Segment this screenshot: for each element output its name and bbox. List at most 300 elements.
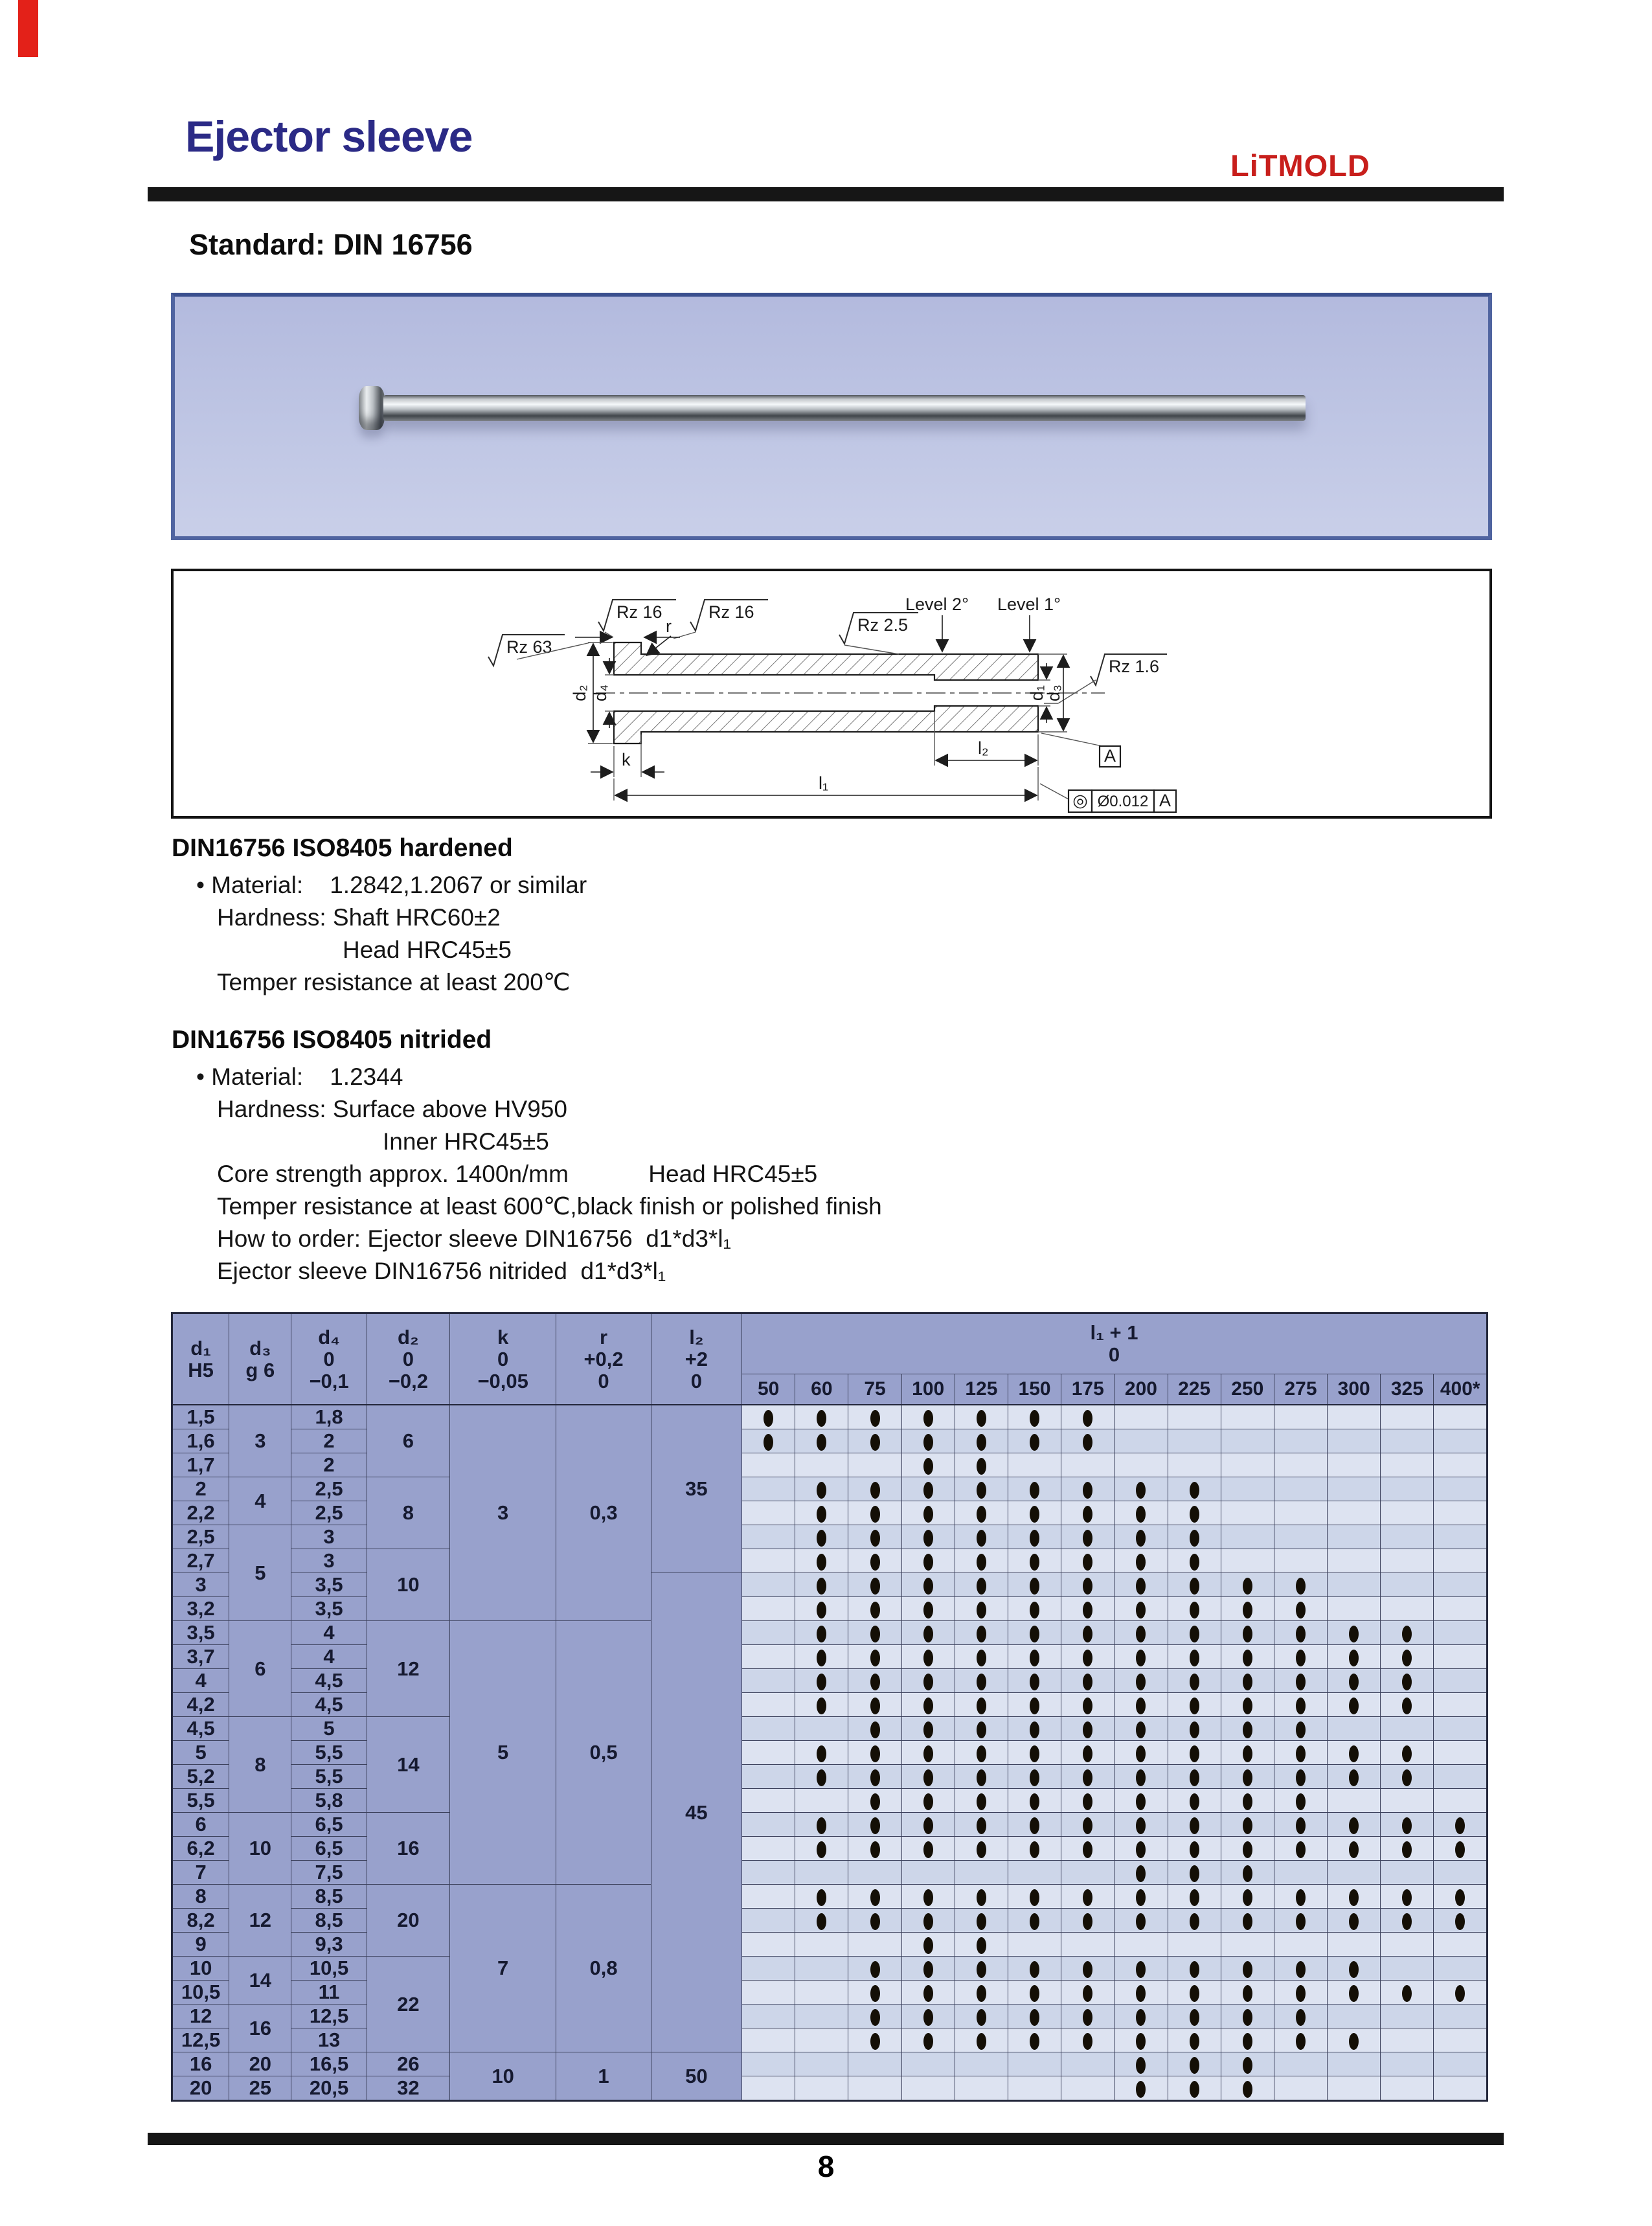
length-cell: [955, 1645, 1008, 1669]
availability-dot: [870, 1769, 880, 1786]
length-cell: [1434, 1645, 1488, 1669]
length-cell: [1434, 1957, 1488, 1981]
spec-line: • Material: 1.2344: [196, 1063, 403, 1090]
column-header-d2: d₂ 0 −0,2: [367, 1313, 449, 1405]
availability-dot: [1349, 1841, 1359, 1858]
length-cell: [1434, 1837, 1488, 1861]
availability-dot: [1296, 1841, 1306, 1858]
availability-dot: [1243, 1889, 1252, 1906]
availability-dot: [1136, 1841, 1146, 1858]
availability-dot: [1190, 1530, 1199, 1547]
spec-line: Core strength approx. 1400n/mm Head HRC45±5: [217, 1161, 818, 1187]
length-cell: [1008, 1981, 1061, 2005]
length-cell: [1328, 2028, 1381, 2052]
length-cell: [1168, 1741, 1221, 1765]
availability-dot: [1083, 1434, 1092, 1451]
length-cell: [1115, 1789, 1168, 1813]
length-cell: [955, 1861, 1008, 1885]
availability-dot: [1402, 1650, 1412, 1666]
length-cell: [1434, 1981, 1488, 2005]
length-cell: [1115, 1429, 1168, 1453]
availability-dot: [1190, 1817, 1199, 1834]
cell-k: 5: [449, 1621, 556, 1885]
svg-text:Rz 16: Rz 16: [617, 602, 662, 622]
column-header-d1: d₁ H5: [172, 1313, 229, 1405]
length-cell: [1061, 1861, 1115, 1885]
availability-dot: [870, 1913, 880, 1930]
length-cell: [1221, 1525, 1274, 1549]
length-cell: [901, 1525, 955, 1549]
length-cell: [795, 1429, 848, 1453]
length-cell: [1328, 1549, 1381, 1573]
length-cell: [1434, 1429, 1488, 1453]
length-cell: [1328, 1909, 1381, 1933]
availability-dot: [1083, 1674, 1092, 1690]
length-cell: [1221, 1885, 1274, 1909]
length-cell: [1115, 1909, 1168, 1933]
length-cell: [1168, 1573, 1221, 1597]
length-cell: [955, 1549, 1008, 1573]
availability-dot: [1296, 1721, 1306, 1738]
availability-dot: [1030, 1530, 1039, 1547]
spec-line: Temper resistance at least 600℃,black finish or polished finish: [217, 1193, 882, 1220]
length-cell: [1008, 1693, 1061, 1717]
length-cell: [742, 1597, 795, 1621]
length-cell: [955, 1885, 1008, 1909]
length-cell: [1274, 1981, 1327, 2005]
availability-dot: [1136, 1889, 1146, 1906]
availability-dot: [923, 1674, 933, 1690]
table-row-d1-2,7: [172, 1549, 1488, 1573]
cell-d3: 5: [229, 1525, 291, 1621]
cell-d4: 6,5: [291, 1837, 367, 1861]
cell-d1: 2,7: [172, 1549, 229, 1573]
availability-dot: [1243, 2057, 1252, 2074]
length-cell: [955, 2028, 1008, 2052]
availability-dot: [977, 1985, 986, 2002]
length-cell: [795, 1957, 848, 1981]
length-cell: [955, 1837, 1008, 1861]
availability-dot: [870, 1434, 880, 1451]
cell-d1: 1,7: [172, 1453, 229, 1477]
length-cell: [848, 1813, 901, 1837]
availability-dot: [1402, 1698, 1412, 1714]
length-cell: [1008, 1573, 1061, 1597]
availability-dot: [1083, 1745, 1092, 1762]
length-cell: [795, 1861, 848, 1885]
availability-dot: [1083, 1985, 1092, 2002]
column-header-d4: d₄ 0 −0,1: [291, 1313, 367, 1405]
availability-dot: [1402, 1745, 1412, 1762]
cell-d3: 8: [229, 1717, 291, 1813]
length-cell: [901, 1597, 955, 1621]
length-cell: [742, 2005, 795, 2028]
availability-dot: [1136, 1626, 1146, 1642]
svg-text:l₁: l₁: [819, 773, 829, 793]
availability-dot: [870, 1482, 880, 1499]
cell-r: 0,3: [556, 1405, 651, 1621]
length-cell: [1061, 2076, 1115, 2101]
availability-dot: [1190, 1602, 1199, 1618]
length-cell: [795, 1453, 848, 1477]
cell-d1: 7: [172, 1861, 229, 1885]
length-cell: [1008, 1525, 1061, 1549]
availability-dot: [977, 1506, 986, 1523]
length-cell: [1061, 1453, 1115, 1477]
length-cell: [1168, 1525, 1221, 1549]
availability-dot: [817, 1506, 826, 1523]
cell-d1: 12: [172, 2005, 229, 2028]
availability-dot: [977, 2033, 986, 2050]
length-cell: [901, 1549, 955, 1573]
availability-dot: [1083, 1769, 1092, 1786]
length-cell: [795, 1909, 848, 1933]
cell-d4: 1,8: [291, 1405, 367, 1429]
length-cell: [742, 1981, 795, 2005]
availability-dot: [1296, 1698, 1306, 1714]
column-header-l1-plus-1: l₁ + 1 0: [742, 1313, 1488, 1374]
availability-dot: [1402, 1769, 1412, 1786]
svg-text:Rz 63: Rz 63: [506, 637, 552, 657]
length-cell: [848, 1885, 901, 1909]
length-cell: [1008, 1813, 1061, 1837]
dimension-table-wrap: [171, 1312, 1488, 2102]
availability-dot: [923, 1817, 933, 1834]
length-header-300: 300: [1328, 1374, 1381, 1405]
availability-dot: [817, 1889, 826, 1906]
length-cell: [1328, 1525, 1381, 1549]
availability-dot: [870, 1410, 880, 1427]
availability-dot: [817, 1674, 826, 1690]
length-cell: [955, 1669, 1008, 1693]
cell-d2: 14: [367, 1717, 449, 1813]
length-cell: [795, 1813, 848, 1837]
page-number: 8: [817, 2150, 835, 2183]
availability-dot: [1190, 1985, 1199, 2002]
length-cell: [1168, 1429, 1221, 1453]
availability-dot: [817, 1626, 826, 1642]
length-cell: [1274, 1789, 1327, 1813]
availability-dot: [923, 1698, 933, 1714]
cell-d4: 3,5: [291, 1573, 367, 1597]
length-cell: [1115, 1837, 1168, 1861]
svg-text:l₂: l₂: [978, 738, 989, 758]
availability-dot: [870, 1506, 880, 1523]
length-cell: [901, 1621, 955, 1645]
cell-d1: 5,5: [172, 1789, 229, 1813]
header-rule: [148, 187, 1504, 201]
red-corner-mark: [18, 0, 38, 57]
cell-d4: 5,8: [291, 1789, 367, 1813]
length-cell: [1381, 1453, 1434, 1477]
availability-dot: [870, 1793, 880, 1810]
availability-dot: [923, 1434, 933, 1451]
length-cell: [1008, 1957, 1061, 1981]
cell-d4: 4,5: [291, 1669, 367, 1693]
availability-dot: [1083, 1889, 1092, 1906]
availability-dot: [817, 1434, 826, 1451]
length-cell: [955, 1429, 1008, 1453]
availability-dot: [1349, 1626, 1359, 1642]
cell-d4: 3: [291, 1525, 367, 1549]
length-cell: [742, 1453, 795, 1477]
length-cell: [1434, 1525, 1488, 1549]
availability-dot: [1402, 1841, 1412, 1858]
cell-d3: 25: [229, 2076, 291, 2101]
availability-dot: [923, 1458, 933, 1475]
length-cell: [1168, 1597, 1221, 1621]
length-cell: [955, 1717, 1008, 1741]
availability-dot: [1402, 1913, 1412, 1930]
availability-dot: [1296, 1793, 1306, 1810]
length-cell: [848, 1933, 901, 1957]
length-cell: [848, 1405, 901, 1429]
length-cell: [1274, 1813, 1327, 1837]
availability-dot: [977, 1602, 986, 1618]
length-cell: [742, 1765, 795, 1789]
length-cell: [1061, 1717, 1115, 1741]
length-cell: [1328, 1645, 1381, 1669]
length-cell: [1274, 1525, 1327, 1549]
availability-dot: [1083, 1817, 1092, 1834]
svg-text:k: k: [622, 750, 631, 769]
ejector-sleeve-shaft-photo: [383, 395, 1306, 421]
table-row-d1-1,5: [172, 1405, 1488, 1429]
length-cell: [901, 1573, 955, 1597]
length-cell: [1061, 1765, 1115, 1789]
cell-d3: 6: [229, 1621, 291, 1717]
length-cell: [1274, 1933, 1327, 1957]
length-cell: [1115, 1405, 1168, 1429]
table-row-d1-8: [172, 1885, 1488, 1909]
length-cell: [1061, 1549, 1115, 1573]
svg-text:A: A: [1159, 791, 1171, 810]
availability-dot: [1083, 1626, 1092, 1642]
availability-dot: [817, 1482, 826, 1499]
length-cell: [955, 1789, 1008, 1813]
length-cell: [1381, 1501, 1434, 1525]
length-cell: [955, 1405, 1008, 1429]
length-cell: [1061, 1981, 1115, 2005]
length-cell: [1434, 1789, 1488, 1813]
length-cell: [848, 2005, 901, 2028]
availability-dot: [977, 1698, 986, 1714]
length-cell: [901, 1405, 955, 1429]
availability-dot: [1190, 1769, 1199, 1786]
availability-dot: [977, 1841, 986, 1858]
availability-dot: [1083, 1961, 1092, 1978]
length-cell: [1168, 2076, 1221, 2101]
cell-d4: 4,5: [291, 1693, 367, 1717]
length-cell: [1168, 1981, 1221, 2005]
length-cell: [901, 1837, 955, 1861]
availability-dot: [1296, 1913, 1306, 1930]
length-cell: [1381, 1597, 1434, 1621]
availability-dot: [1243, 2081, 1252, 2098]
length-cell: [901, 1717, 955, 1741]
length-cell: [1381, 1789, 1434, 1813]
table-row-d1-4,5: [172, 1717, 1488, 1741]
length-cell: [1434, 1861, 1488, 1885]
length-cell: [1061, 1429, 1115, 1453]
availability-dot: [870, 1578, 880, 1595]
svg-text:d₂: d₂: [570, 685, 589, 701]
cell-d4: 7,5: [291, 1861, 367, 1885]
availability-dot: [1349, 2033, 1359, 2050]
length-header-150: 150: [1008, 1374, 1061, 1405]
availability-dot: [870, 1721, 880, 1738]
cell-d1: 5: [172, 1741, 229, 1765]
length-cell: [955, 2052, 1008, 2076]
availability-dot: [1136, 1674, 1146, 1690]
length-cell: [848, 1597, 901, 1621]
length-cell: [1061, 1573, 1115, 1597]
length-cell: [1008, 1429, 1061, 1453]
cell-d2: 16: [367, 1813, 449, 1885]
length-header-225: 225: [1168, 1374, 1221, 1405]
availability-dot: [1243, 1961, 1252, 1978]
length-cell: [1168, 1813, 1221, 1837]
length-cell: [1061, 1669, 1115, 1693]
availability-dot: [1136, 1985, 1146, 2002]
availability-dot: [923, 1841, 933, 1858]
length-cell: [742, 1501, 795, 1525]
availability-dot: [1455, 1985, 1465, 2002]
length-cell: [742, 1861, 795, 1885]
length-cell: [795, 2005, 848, 2028]
availability-dot: [1136, 1482, 1146, 1499]
length-cell: [1115, 1813, 1168, 1837]
length-cell: [1274, 2052, 1327, 2076]
length-cell: [1061, 1477, 1115, 1501]
length-cell: [742, 1957, 795, 1981]
cell-d1: 8,2: [172, 1909, 229, 1933]
length-cell: [742, 1909, 795, 1933]
spec-line: Head HRC45±5: [343, 937, 512, 963]
availability-dot: [1190, 1506, 1199, 1523]
length-cell: [1008, 1405, 1061, 1429]
length-cell: [1008, 1789, 1061, 1813]
length-cell: [1061, 1693, 1115, 1717]
length-cell: [1168, 1645, 1221, 1669]
length-cell: [1168, 1765, 1221, 1789]
length-cell: [1168, 1861, 1221, 1885]
availability-dot: [1030, 1745, 1039, 1762]
length-header-275: 275: [1274, 1374, 1327, 1405]
availability-dot: [977, 1889, 986, 1906]
availability-dot: [1136, 1817, 1146, 1834]
cell-d1: 4,2: [172, 1693, 229, 1717]
length-cell: [1008, 1837, 1061, 1861]
length-cell: [955, 1813, 1008, 1837]
availability-dot: [1030, 1721, 1039, 1738]
length-cell: [901, 2076, 955, 2101]
spec-line: Ejector sleeve DIN16756 nitrided d1*d3*l₁: [217, 1258, 666, 1284]
length-cell: [955, 1573, 1008, 1597]
availability-dot: [1083, 1410, 1092, 1427]
length-header-325: 325: [1381, 1374, 1434, 1405]
availability-dot: [977, 1913, 986, 1930]
cell-d1: 4,5: [172, 1717, 229, 1741]
availability-dot: [1243, 1602, 1252, 1618]
length-cell: [848, 1789, 901, 1813]
length-cell: [795, 1837, 848, 1861]
cell-d1: 1,5: [172, 1405, 229, 1429]
availability-dot: [1136, 1769, 1146, 1786]
cell-l2: 50: [651, 2052, 741, 2101]
availability-dot: [1136, 1578, 1146, 1595]
length-cell: [1328, 1765, 1381, 1789]
length-cell: [1328, 1693, 1381, 1717]
cell-d1: 5,2: [172, 1765, 229, 1789]
availability-dot: [1190, 1650, 1199, 1666]
availability-dot: [1349, 1674, 1359, 1690]
cell-r: 0,8: [556, 1885, 651, 2052]
availability-dot: [1030, 1554, 1039, 1571]
length-cell: [1061, 1957, 1115, 1981]
cell-d4: 2,5: [291, 1501, 367, 1525]
length-cell: [1274, 1885, 1327, 1909]
length-cell: [1061, 1621, 1115, 1645]
length-cell: [1434, 1597, 1488, 1621]
column-header-r: r +0,2 0: [556, 1313, 651, 1405]
availability-dot: [1349, 1745, 1359, 1762]
length-cell: [1381, 1909, 1434, 1933]
availability-dot: [1296, 1602, 1306, 1618]
availability-dot: [977, 1937, 986, 1954]
length-cell: [1328, 1741, 1381, 1765]
cell-d4: 5,5: [291, 1765, 367, 1789]
cell-d3: 10: [229, 1813, 291, 1885]
availability-dot: [923, 1745, 933, 1762]
sleeve-bottom-wall-section: [614, 706, 1038, 744]
length-cell: [1274, 1741, 1327, 1765]
cell-d4: 4: [291, 1645, 367, 1669]
roughness-rz25: [839, 613, 918, 654]
availability-dot: [1136, 1530, 1146, 1547]
length-cell: [1008, 2076, 1061, 2101]
length-cell: [901, 1429, 955, 1453]
availability-dot: [1296, 2009, 1306, 2026]
length-cell: [1381, 1837, 1434, 1861]
availability-dot: [1243, 2009, 1252, 2026]
length-cell: [1115, 1525, 1168, 1549]
length-cell: [848, 1549, 901, 1573]
cell-d4: 10,5: [291, 1957, 367, 1981]
length-cell: [1434, 1909, 1488, 1933]
length-cell: [795, 1669, 848, 1693]
cell-d4: 13: [291, 2028, 367, 2052]
cell-d1: 10: [172, 1957, 229, 1981]
availability-dot: [923, 1482, 933, 1499]
availability-dot: [1083, 1721, 1092, 1738]
availability-dot: [1190, 2081, 1199, 2098]
cell-d3: 16: [229, 2005, 291, 2052]
availability-dot: [1030, 1626, 1039, 1642]
length-cell: [1381, 1933, 1434, 1957]
availability-dot: [1083, 1482, 1092, 1499]
availability-dot: [1296, 1745, 1306, 1762]
length-cell: [901, 1957, 955, 1981]
roughness-rz16-left: [575, 600, 676, 637]
dim-l1: [614, 767, 1038, 801]
availability-dot: [1455, 1889, 1465, 1906]
length-cell: [1381, 1765, 1434, 1789]
length-cell: [795, 1597, 848, 1621]
length-cell: [955, 1693, 1008, 1717]
length-cell: [1434, 1501, 1488, 1525]
length-cell: [1168, 1789, 1221, 1813]
